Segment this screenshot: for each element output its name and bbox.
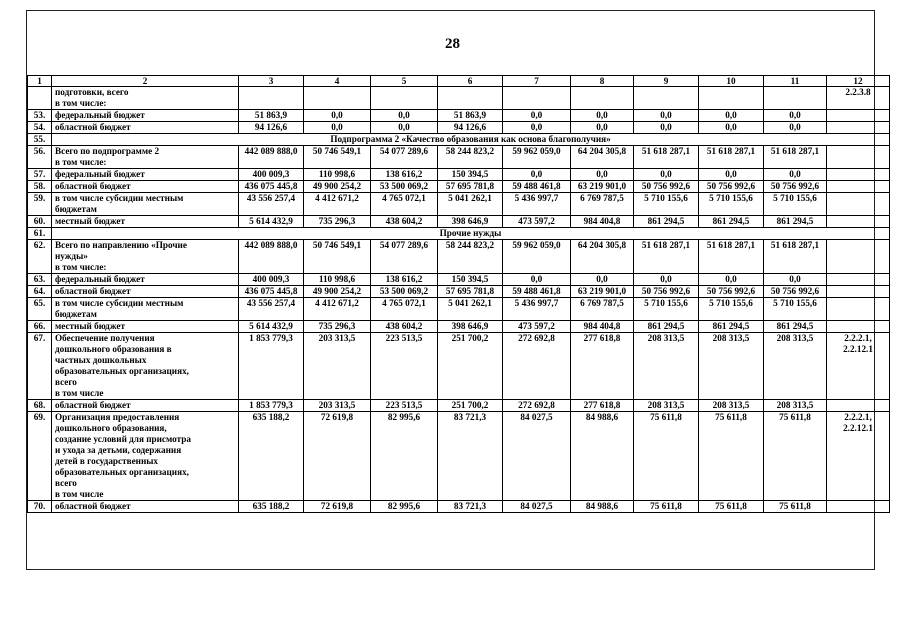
table-row bbox=[28, 122, 890, 134]
code-cell bbox=[827, 400, 890, 412]
value-cell bbox=[371, 87, 438, 110]
value-cell: 277 618,8 bbox=[571, 333, 634, 400]
table-row bbox=[28, 228, 890, 240]
row-name-line: в том числе: bbox=[55, 262, 107, 272]
row-name-line: образовательных организациях, bbox=[55, 366, 189, 376]
value-cell: 400 009,3 bbox=[239, 274, 304, 286]
value-cell: 0,0 bbox=[634, 169, 699, 181]
value-cell: 436 075 445,8 bbox=[239, 181, 304, 193]
row-name bbox=[52, 333, 239, 400]
code-cell bbox=[827, 501, 890, 513]
value-cell: 57 695 781,8 bbox=[438, 286, 503, 298]
table-row bbox=[28, 298, 890, 321]
value-cell: 0,0 bbox=[699, 122, 764, 134]
value-cell: 208 313,5 bbox=[764, 333, 827, 400]
value-cell: 1 853 779,3 bbox=[239, 333, 304, 400]
value-cell: 63 219 901,0 bbox=[571, 181, 634, 193]
value-cell: 473 597,2 bbox=[503, 321, 571, 333]
value-cell: 861 294,5 bbox=[634, 321, 699, 333]
row-name-line: федеральный бюджет bbox=[55, 110, 145, 120]
table-row bbox=[28, 286, 890, 298]
value-cell: 84 027,5 bbox=[503, 412, 571, 501]
budget-table bbox=[27, 75, 890, 513]
value-cell: 63 219 901,0 bbox=[571, 286, 634, 298]
row-number: 55. bbox=[28, 134, 52, 146]
code-cell bbox=[827, 169, 890, 181]
value-cell: 5 710 155,6 bbox=[764, 298, 827, 321]
value-cell: 735 296,3 bbox=[304, 216, 371, 228]
value-cell: 0,0 bbox=[571, 169, 634, 181]
value-cell: 984 404,8 bbox=[571, 321, 634, 333]
row-name bbox=[52, 146, 239, 169]
row-name-line: частных дошкольных bbox=[55, 355, 147, 365]
code-line: 2.2.3.8 bbox=[845, 87, 871, 97]
page-number: 28 bbox=[445, 36, 460, 52]
value-cell: 0,0 bbox=[764, 110, 827, 122]
row-name-line: областной бюджет bbox=[55, 501, 131, 511]
row-number: 54. bbox=[28, 122, 52, 134]
row-name-line: бюджетам bbox=[55, 204, 97, 214]
row-name bbox=[52, 193, 239, 216]
row-name-line: областной бюджет bbox=[55, 122, 131, 132]
row-number: 65. bbox=[28, 298, 52, 321]
row-name-line: всего bbox=[55, 377, 77, 387]
value-cell: 50 756 992,6 bbox=[699, 181, 764, 193]
value-cell: 4 412 671,2 bbox=[304, 193, 371, 216]
value-cell: 72 619,8 bbox=[304, 412, 371, 501]
value-cell: 51 618 287,1 bbox=[699, 240, 764, 274]
table-row bbox=[28, 110, 890, 122]
value-cell: 0,0 bbox=[699, 169, 764, 181]
column-header: 5 bbox=[371, 76, 438, 87]
value-cell: 59 488 461,8 bbox=[503, 286, 571, 298]
row-number: 63. bbox=[28, 274, 52, 286]
value-cell: 75 611,8 bbox=[764, 501, 827, 513]
code-line: 2.2.12.1 bbox=[843, 344, 873, 354]
value-cell: 277 618,8 bbox=[571, 400, 634, 412]
value-cell: 54 077 289,6 bbox=[371, 146, 438, 169]
row-name-line: в том числе субсидии местным bbox=[55, 193, 184, 203]
value-cell: 75 611,8 bbox=[699, 501, 764, 513]
value-cell: 50 756 992,6 bbox=[634, 181, 699, 193]
row-name bbox=[52, 169, 239, 181]
value-cell: 58 244 823,2 bbox=[438, 240, 503, 274]
row-name-line: в том числе bbox=[55, 489, 104, 499]
code-cell bbox=[827, 87, 890, 110]
row-number: 56. bbox=[28, 146, 52, 169]
table-row bbox=[28, 501, 890, 513]
value-cell: 0,0 bbox=[503, 274, 571, 286]
value-cell: 0,0 bbox=[571, 274, 634, 286]
value-cell: 5 436 997,7 bbox=[503, 193, 571, 216]
value-cell: 0,0 bbox=[371, 110, 438, 122]
value-cell: 138 616,2 bbox=[371, 169, 438, 181]
value-cell: 59 962 059,0 bbox=[503, 146, 571, 169]
row-name-line: федеральный бюджет bbox=[55, 169, 145, 179]
code-cell bbox=[827, 122, 890, 134]
row-name-line: Всего по подпрограмме 2 bbox=[55, 146, 160, 156]
value-cell: 0,0 bbox=[571, 110, 634, 122]
row-name bbox=[52, 216, 239, 228]
table-row bbox=[28, 274, 890, 286]
table-row bbox=[28, 321, 890, 333]
code-cell bbox=[827, 146, 890, 169]
value-cell bbox=[503, 87, 571, 110]
value-cell: 94 126,6 bbox=[239, 122, 304, 134]
row-name-line: Обеспечение получения bbox=[55, 333, 155, 343]
value-cell: 50 756 992,6 bbox=[764, 181, 827, 193]
code-cell bbox=[827, 216, 890, 228]
row-name-line: Всего по направлению «Прочие bbox=[55, 240, 187, 250]
value-cell: 438 604,2 bbox=[371, 216, 438, 228]
column-header: 1 bbox=[28, 76, 52, 87]
value-cell: 0,0 bbox=[764, 169, 827, 181]
value-cell: 0,0 bbox=[503, 169, 571, 181]
row-name bbox=[52, 122, 239, 134]
value-cell: 43 556 257,4 bbox=[239, 193, 304, 216]
value-cell: 0,0 bbox=[634, 274, 699, 286]
row-number: 66. bbox=[28, 321, 52, 333]
value-cell: 436 075 445,8 bbox=[239, 286, 304, 298]
table-row bbox=[28, 134, 890, 146]
value-cell: 75 611,8 bbox=[634, 412, 699, 501]
value-cell: 735 296,3 bbox=[304, 321, 371, 333]
value-cell: 208 313,5 bbox=[699, 333, 764, 400]
row-name-line: Организация предоставления bbox=[55, 412, 180, 422]
value-cell: 861 294,5 bbox=[764, 321, 827, 333]
value-cell: 82 995,6 bbox=[371, 412, 438, 501]
value-cell: 5 041 262,1 bbox=[438, 193, 503, 216]
row-name bbox=[52, 181, 239, 193]
row-number: 64. bbox=[28, 286, 52, 298]
row-name-line: в том числе: bbox=[55, 157, 107, 167]
row-name bbox=[52, 110, 239, 122]
value-cell: 58 244 823,2 bbox=[438, 146, 503, 169]
value-cell: 400 009,3 bbox=[239, 169, 304, 181]
row-name bbox=[52, 321, 239, 333]
column-header: 11 bbox=[764, 76, 827, 87]
value-cell: 442 089 888,0 bbox=[239, 240, 304, 274]
value-cell: 4 765 072,1 bbox=[371, 193, 438, 216]
row-name bbox=[52, 412, 239, 501]
value-cell: 251 700,2 bbox=[438, 400, 503, 412]
value-cell bbox=[571, 87, 634, 110]
value-cell: 51 618 287,1 bbox=[699, 146, 764, 169]
value-cell: 272 692,8 bbox=[503, 333, 571, 400]
value-cell: 53 500 069,2 bbox=[371, 286, 438, 298]
row-number: 61. bbox=[28, 228, 52, 240]
value-cell: 50 756 992,6 bbox=[634, 286, 699, 298]
value-cell: 84 027,5 bbox=[503, 501, 571, 513]
table-row bbox=[28, 181, 890, 193]
value-cell: 75 611,8 bbox=[764, 412, 827, 501]
value-cell: 861 294,5 bbox=[699, 321, 764, 333]
row-name-line: нужды» bbox=[55, 251, 88, 261]
row-name-line: создание условий для присмотра bbox=[55, 434, 191, 444]
row-number: 59. bbox=[28, 193, 52, 216]
code-cell bbox=[827, 321, 890, 333]
code-cell bbox=[827, 298, 890, 321]
section-title: Подпрограмма 2 «Качество образования как основа благополучия» bbox=[52, 134, 890, 146]
value-cell bbox=[438, 87, 503, 110]
value-cell: 223 513,5 bbox=[371, 400, 438, 412]
value-cell: 5 614 432,9 bbox=[239, 321, 304, 333]
value-cell: 5 710 155,6 bbox=[699, 298, 764, 321]
row-name-line: и ухода за детьми, содержания bbox=[55, 445, 182, 455]
row-name-line: подготовки, всего bbox=[55, 87, 129, 97]
value-cell: 49 900 254,2 bbox=[304, 181, 371, 193]
value-cell: 635 188,2 bbox=[239, 501, 304, 513]
value-cell: 94 126,6 bbox=[438, 122, 503, 134]
value-cell: 51 618 287,1 bbox=[634, 240, 699, 274]
table-row bbox=[28, 412, 890, 501]
value-cell: 138 616,2 bbox=[371, 274, 438, 286]
column-header: 10 bbox=[699, 76, 764, 87]
code-cell bbox=[827, 286, 890, 298]
row-name-line: образовательных организациях, bbox=[55, 467, 189, 477]
code-cell bbox=[827, 274, 890, 286]
row-number: 53. bbox=[28, 110, 52, 122]
value-cell: 50 746 549,1 bbox=[304, 146, 371, 169]
section-title: Прочие нужды bbox=[52, 228, 890, 240]
value-cell: 272 692,8 bbox=[503, 400, 571, 412]
value-cell: 6 769 787,5 bbox=[571, 298, 634, 321]
row-name bbox=[52, 87, 239, 110]
row-number: 62. bbox=[28, 240, 52, 274]
value-cell: 82 995,6 bbox=[371, 501, 438, 513]
row-name-line: бюджетам bbox=[55, 309, 97, 319]
value-cell: 5 710 155,6 bbox=[634, 193, 699, 216]
row-name bbox=[52, 240, 239, 274]
row-name bbox=[52, 400, 239, 412]
value-cell: 5 710 155,6 bbox=[699, 193, 764, 216]
code-cell bbox=[827, 412, 890, 501]
value-cell: 51 618 287,1 bbox=[764, 240, 827, 274]
table-row bbox=[28, 87, 890, 110]
column-header: 4 bbox=[304, 76, 371, 87]
table-row bbox=[28, 146, 890, 169]
value-cell: 0,0 bbox=[503, 122, 571, 134]
header-row bbox=[28, 76, 890, 87]
row-number: 70. bbox=[28, 501, 52, 513]
value-cell bbox=[634, 87, 699, 110]
value-cell: 43 556 257,4 bbox=[239, 298, 304, 321]
value-cell: 110 998,6 bbox=[304, 274, 371, 286]
value-cell: 150 394,5 bbox=[438, 169, 503, 181]
column-header: 6 bbox=[438, 76, 503, 87]
value-cell: 5 710 155,6 bbox=[634, 298, 699, 321]
row-name-line: местный бюджет bbox=[55, 216, 125, 226]
value-cell: 150 394,5 bbox=[438, 274, 503, 286]
row-number: 57. bbox=[28, 169, 52, 181]
value-cell: 1 853 779,3 bbox=[239, 400, 304, 412]
row-name-line: дошкольного образования, bbox=[55, 423, 167, 433]
code-cell bbox=[827, 240, 890, 274]
value-cell: 83 721,3 bbox=[438, 412, 503, 501]
table-row bbox=[28, 333, 890, 400]
value-cell: 984 404,8 bbox=[571, 216, 634, 228]
value-cell bbox=[764, 87, 827, 110]
code-line: 2.2.2.1, bbox=[844, 412, 872, 422]
row-name bbox=[52, 501, 239, 513]
value-cell: 0,0 bbox=[304, 122, 371, 134]
value-cell: 57 695 781,8 bbox=[438, 181, 503, 193]
row-name bbox=[52, 274, 239, 286]
value-cell: 473 597,2 bbox=[503, 216, 571, 228]
value-cell: 54 077 289,6 bbox=[371, 240, 438, 274]
value-cell: 75 611,8 bbox=[634, 501, 699, 513]
column-header: 9 bbox=[634, 76, 699, 87]
row-name-line: федеральный бюджет bbox=[55, 274, 145, 284]
value-cell: 635 188,2 bbox=[239, 412, 304, 501]
value-cell: 53 500 069,2 bbox=[371, 181, 438, 193]
table-row bbox=[28, 169, 890, 181]
code-line: 2.2.12.1 bbox=[843, 423, 873, 433]
row-number: 68. bbox=[28, 400, 52, 412]
value-cell: 0,0 bbox=[634, 122, 699, 134]
value-cell: 398 646,9 bbox=[438, 321, 503, 333]
value-cell: 6 769 787,5 bbox=[571, 193, 634, 216]
table-row bbox=[28, 216, 890, 228]
value-cell: 0,0 bbox=[304, 110, 371, 122]
column-header: 8 bbox=[571, 76, 634, 87]
code-line: 2.2.2.1, bbox=[844, 333, 872, 343]
value-cell: 51 618 287,1 bbox=[764, 146, 827, 169]
row-name-line: дошкольного образования в bbox=[55, 344, 172, 354]
value-cell: 0,0 bbox=[699, 110, 764, 122]
value-cell: 0,0 bbox=[764, 274, 827, 286]
row-name bbox=[52, 298, 239, 321]
value-cell: 5 041 262,1 bbox=[438, 298, 503, 321]
value-cell: 84 988,6 bbox=[571, 501, 634, 513]
value-cell: 203 313,5 bbox=[304, 333, 371, 400]
code-cell bbox=[827, 333, 890, 400]
column-header: 2 bbox=[52, 76, 239, 87]
row-name-line: в том числе: bbox=[55, 98, 107, 108]
row-name-line: в том числе bbox=[55, 388, 104, 398]
row-name-line: областной бюджет bbox=[55, 286, 131, 296]
value-cell: 208 313,5 bbox=[699, 400, 764, 412]
value-cell: 64 204 305,8 bbox=[571, 146, 634, 169]
value-cell: 861 294,5 bbox=[634, 216, 699, 228]
value-cell: 251 700,2 bbox=[438, 333, 503, 400]
value-cell: 0,0 bbox=[503, 110, 571, 122]
table-row bbox=[28, 400, 890, 412]
value-cell: 83 721,3 bbox=[438, 501, 503, 513]
table-row bbox=[28, 193, 890, 216]
value-cell: 861 294,5 bbox=[699, 216, 764, 228]
row-name bbox=[52, 286, 239, 298]
value-cell: 5 436 997,7 bbox=[503, 298, 571, 321]
row-number: 60. bbox=[28, 216, 52, 228]
value-cell bbox=[304, 87, 371, 110]
code-cell bbox=[827, 181, 890, 193]
column-header: 3 bbox=[239, 76, 304, 87]
value-cell: 51 863,9 bbox=[438, 110, 503, 122]
code-cell bbox=[827, 193, 890, 216]
value-cell: 208 313,5 bbox=[764, 400, 827, 412]
value-cell: 0,0 bbox=[371, 122, 438, 134]
row-name-line: областной бюджет bbox=[55, 400, 131, 410]
row-number: 58. bbox=[28, 181, 52, 193]
value-cell: 442 089 888,0 bbox=[239, 146, 304, 169]
value-cell: 0,0 bbox=[571, 122, 634, 134]
value-cell: 51 863,9 bbox=[239, 110, 304, 122]
value-cell: 49 900 254,2 bbox=[304, 286, 371, 298]
value-cell: 223 513,5 bbox=[371, 333, 438, 400]
value-cell bbox=[239, 87, 304, 110]
row-number: 67. bbox=[28, 333, 52, 400]
value-cell: 0,0 bbox=[764, 122, 827, 134]
value-cell: 438 604,2 bbox=[371, 321, 438, 333]
value-cell: 50 746 549,1 bbox=[304, 240, 371, 274]
value-cell: 398 646,9 bbox=[438, 216, 503, 228]
value-cell: 4 765 072,1 bbox=[371, 298, 438, 321]
value-cell: 84 988,6 bbox=[571, 412, 634, 501]
value-cell: 50 756 992,6 bbox=[764, 286, 827, 298]
value-cell bbox=[699, 87, 764, 110]
value-cell: 64 204 305,8 bbox=[571, 240, 634, 274]
row-name-line: в том числе субсидии местным bbox=[55, 298, 184, 308]
value-cell: 5 710 155,6 bbox=[764, 193, 827, 216]
value-cell: 5 614 432,9 bbox=[239, 216, 304, 228]
column-header: 12 bbox=[827, 76, 890, 87]
row-number: 69. bbox=[28, 412, 52, 501]
row-name-line: детей в государственных bbox=[55, 456, 159, 466]
value-cell: 208 313,5 bbox=[634, 400, 699, 412]
row-name-line: всего bbox=[55, 478, 77, 488]
value-cell: 861 294,5 bbox=[764, 216, 827, 228]
value-cell: 59 962 059,0 bbox=[503, 240, 571, 274]
value-cell: 75 611,8 bbox=[699, 412, 764, 501]
value-cell: 208 313,5 bbox=[634, 333, 699, 400]
row-name-line: областной бюджет bbox=[55, 181, 131, 191]
row-number bbox=[28, 87, 52, 110]
value-cell: 59 488 461,8 bbox=[503, 181, 571, 193]
value-cell: 51 618 287,1 bbox=[634, 146, 699, 169]
value-cell: 203 313,5 bbox=[304, 400, 371, 412]
value-cell: 0,0 bbox=[634, 110, 699, 122]
code-cell bbox=[827, 110, 890, 122]
value-cell: 72 619,8 bbox=[304, 501, 371, 513]
value-cell: 0,0 bbox=[699, 274, 764, 286]
row-name-line: местный бюджет bbox=[55, 321, 125, 331]
column-header: 7 bbox=[503, 76, 571, 87]
value-cell: 50 756 992,6 bbox=[699, 286, 764, 298]
value-cell: 110 998,6 bbox=[304, 169, 371, 181]
table-row bbox=[28, 240, 890, 274]
value-cell: 4 412 671,2 bbox=[304, 298, 371, 321]
